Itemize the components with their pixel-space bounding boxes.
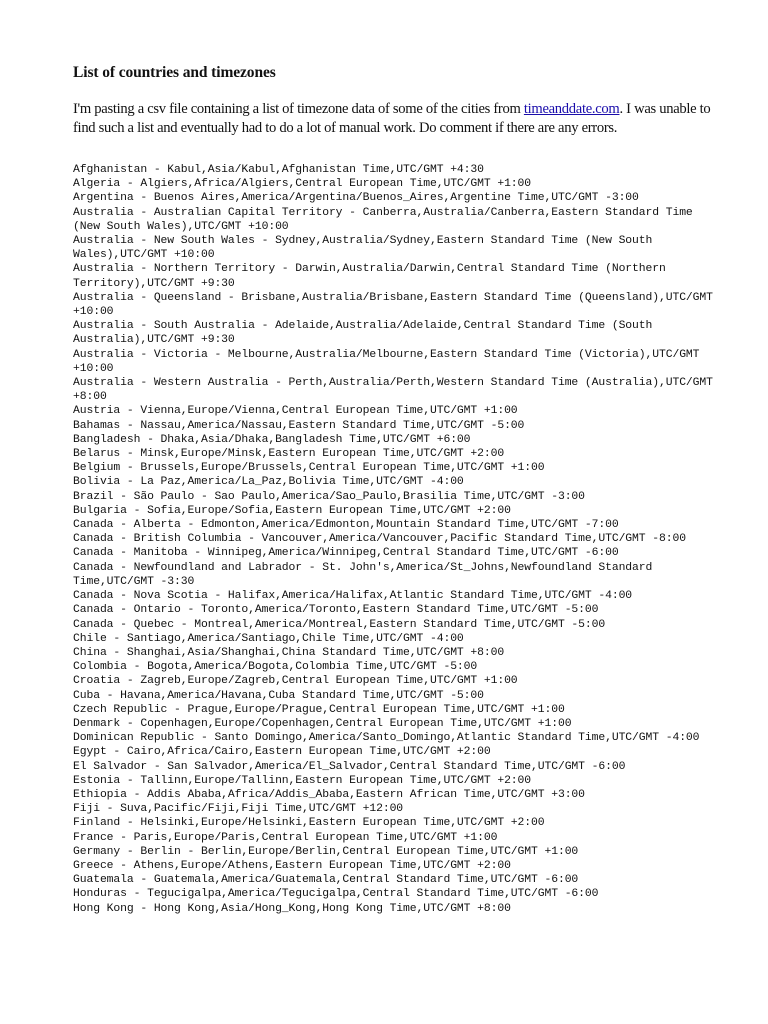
timezone-entry: Bahamas - Nassau,America/Nassau,Eastern Standard Time,UTC/GMT -5:00 (73, 419, 525, 432)
timezone-entry: Croatia - Zagreb,Europe/Zagreb,Central European Time,UTC/GMT +1:00 (73, 675, 518, 688)
timezone-entry: Canada - Nova Scotia - Halifax,America/Halifax,Atlantic Standard Time,UTC/GMT -4:00 (73, 590, 633, 603)
timezone-entry: Australia - South Australia - Adelaide,Australia/Adelaide,Central Standard Time (South Australia),UTC/GMT +9:30 (73, 320, 653, 347)
timezone-entry: Australia - New South Wales - Sydney,Australia/Sydney,Eastern Standard Time (New South Wales),UTC/GMT +10:00 (73, 235, 653, 262)
timezone-entry: Canada - British Columbia - Vancouver,America/Vancouver,Pacific Standard Time,UTC/GMT -8:00 (73, 533, 686, 546)
timezone-entry: Bolivia - La Paz,America/La_Paz,Bolivia Time,UTC/GMT -4:00 (73, 476, 464, 489)
timezone-entry: Canada - Alberta - Edmonton,America/Edmonton,Mountain Standard Time,UTC/GMT -7:00 (73, 519, 619, 532)
timezone-entry: Greece - Athens,Europe/Athens,Eastern European Time,UTC/GMT +2:00 (73, 859, 511, 872)
timezone-entry: Canada - Newfoundland and Labrador - St. John's,America/St_Johns,Newfoundland Standard Time,UTC/GMT -3:30 (73, 561, 653, 588)
intro-paragraph (73, 100, 723, 138)
timezone-entry: Finland - Helsinki,Europe/Helsinki,Eastern European Time,UTC/GMT +2:00 (73, 817, 545, 830)
timezone-entry: Canada - Quebec - Montreal,America/Montreal,Eastern Standard Time,UTC/GMT -5:00 (73, 618, 606, 631)
timezone-entry: Canada - Manitoba - Winnipeg,America/Winnipeg,Central Standard Time,UTC/GMT -6:00 (73, 547, 619, 560)
timezone-entry: Australia - Australian Capital Territory - Canberra,Australia/Canberra,Eastern Standard Time (New South Wales),UTC/GMT +10:00 (73, 206, 693, 233)
timezone-entry: Germany - Berlin - Berlin,Europe/Berlin,Central European Time,UTC/GMT +1:00 (73, 845, 579, 858)
timezone-entry: Bulgaria - Sofia,Europe/Sofia,Eastern European Time,UTC/GMT +2:00 (73, 504, 511, 517)
timezone-entry: Australia - Victoria - Melbourne,Australia/Melbourne,Eastern Standard Time (Victoria),UTC/GMT +10:00 (73, 348, 700, 375)
timezone-entry: El Salvador - San Salvador,America/El_Salvador,Central Standard Time,UTC/GMT -6:00 (73, 760, 626, 773)
timezone-entry: Cuba - Havana,America/Havana,Cuba Standard Time,UTC/GMT -5:00 (73, 689, 484, 702)
timezone-entry: Argentina - Buenos Aires,America/Argentina/Buenos_Aires,Argentine Time,UTC/GMT -3:00 (73, 192, 639, 205)
timezone-entry: Ethiopia - Addis Ababa,Africa/Addis_Ababa,Eastern African Time,UTC/GMT +3:00 (73, 788, 585, 801)
intro-text-after-link: . I was unable to find such a list and eventually had to do a lot of manual work. Do comment if there are any errors. (73, 101, 711, 136)
timezone-entry: Estonia - Tallinn,Europe/Tallinn,Eastern European Time,UTC/GMT +2:00 (73, 774, 532, 787)
timezone-entry: Australia - Northern Territory - Darwin,Australia/Darwin,Central Standard Time (Northern Territory),UTC/GMT +9:30 (73, 263, 666, 290)
timezone-csv-list (73, 163, 723, 916)
timezone-entry: Denmark - Copenhagen,Europe/Copenhagen,Central European Time,UTC/GMT +1:00 (73, 717, 572, 730)
timezone-entry: Australia - Western Australia - Perth,Australia/Perth,Western Standard Time (Australia),UTC/GMT +8:00 (73, 377, 713, 404)
timezone-entry: Czech Republic - Prague,Europe/Prague,Central European Time,UTC/GMT +1:00 (73, 703, 565, 716)
timezone-entry: Hong Kong - Hong Kong,Asia/Hong_Kong,Hong Kong Time,UTC/GMT +8:00 (73, 902, 511, 915)
timezone-entry: Honduras - Tegucigalpa,America/Tegucigalpa,Central Standard Time,UTC/GMT -6:00 (73, 888, 599, 901)
timezone-entry: Bangladesh - Dhaka,Asia/Dhaka,Bangladesh Time,UTC/GMT +6:00 (73, 433, 471, 446)
timezone-entry: France - Paris,Europe/Paris,Central European Time,UTC/GMT +1:00 (73, 831, 498, 844)
timezone-entry: Chile - Santiago,America/Santiago,Chile Time,UTC/GMT -4:00 (73, 632, 464, 645)
document-page (73, 63, 723, 916)
timezone-entry: Guatemala - Guatemala,America/Guatemala,Central Standard Time,UTC/GMT -6:00 (73, 874, 579, 887)
timezone-entry: China - Shanghai,Asia/Shanghai,China Standard Time,UTC/GMT +8:00 (73, 646, 505, 659)
timezone-entry: Canada - Ontario - Toronto,America/Toronto,Eastern Standard Time,UTC/GMT -5:00 (73, 604, 599, 617)
page-title: List of countries and timezones (73, 64, 276, 81)
timezone-entry: Colombia - Bogota,America/Bogota,Colombia Time,UTC/GMT -5:00 (73, 661, 478, 674)
timezone-entry: Australia - Queensland - Brisbane,Australia/Brisbane,Eastern Standard Time (Queensland),UTC/GMT +10:00 (73, 291, 713, 319)
timezone-entry: Afghanistan - Kabul,Asia/Kabul,Afghanistan Time,UTC/GMT +4:30 (73, 164, 484, 176)
timezone-entry: Austria - Vienna,Europe/Vienna,Central European Time,UTC/GMT +1:00 (73, 405, 518, 418)
timeanddate-link[interactable]: timeanddate.com (523, 101, 620, 117)
timezone-entry: Belarus - Minsk,Europe/Minsk,Eastern European Time,UTC/GMT +2:00 (73, 448, 505, 461)
timezone-entry: Dominican Republic - Santo Domingo,America/Santo_Domingo,Atlantic Standard Time,UTC/GMT -4:00 (73, 732, 700, 745)
timezone-entry: Belgium - Brussels,Europe/Brussels,Central European Time,UTC/GMT +1:00 (73, 462, 545, 475)
timezone-entry: Egypt - Cairo,Africa/Cairo,Eastern European Time,UTC/GMT +2:00 (73, 746, 491, 759)
intro-text-before-link: I'm pasting a csv file containing a list of timezone data of some of the cities from (73, 101, 524, 117)
timezone-entry: Algeria - Algiers,Africa/Algiers,Central European Time,UTC/GMT +1:00 (73, 178, 532, 191)
timezone-entry: Brazil - São Paulo - Sao Paulo,America/Sao_Paulo,Brasilia Time,UTC/GMT -3:00 (73, 490, 585, 503)
timezone-entry: Fiji - Suva,Pacific/Fiji,Fiji Time,UTC/GMT +12:00 (73, 803, 404, 816)
